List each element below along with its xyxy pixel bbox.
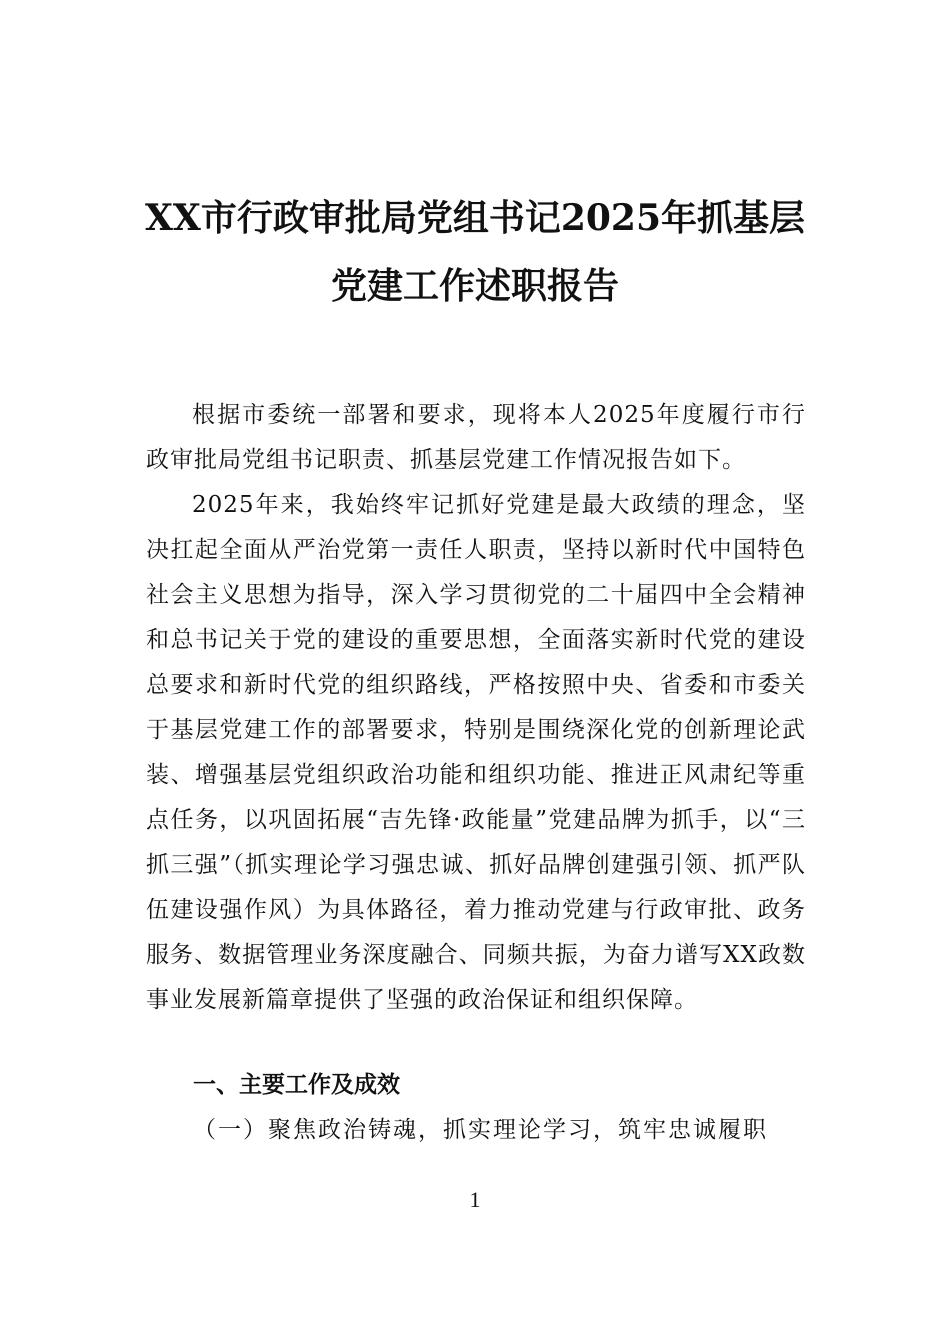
page-number: 1	[469, 1187, 481, 1212]
intro-paragraph: 根据市委统一部署和要求，现将本人2025年度履行市行政审批局党组书记职责、抓基层党建工作情况报告如下。	[146, 402, 806, 473]
document-title-line-2: 党建工作述职报告	[330, 265, 619, 307]
body-paragraph: 2025年来，我始终牢记抓好党建是最大政绩的理念，坚决扛起全面从严治党第一责任人职责，坚持以新时代中国特色社会主义思想为指导，深入学习贯彻党的二十届四中全会精神和总书记关于党的建设的重要思想，全面落实新时代党的建设总要求和新时代党的组织路线，严格按照中央、省委和市委关于基层党建工作的部署要求，特别是围绕深化党的创新理论武装、增强基层党组织政治功能和组织功能、推进正风肃纪等重点任务，以巩固拓展“吉先锋·政能量”党建品牌为抓手，以“三抓三强”（抓实理论学习强忠诚、抓好品牌创建强引领、抓严队伍建设强作风）为具体路径，着力推动党建与行政审批、政务服务、数据管理业务深度融合、同频共振，为奋力谱写XX政数事业发展新篇章提供了坚强的政治保证和组织保障。	[146, 492, 806, 1013]
document-title-line-1: XX市行政审批局党组书记2025年抓基层	[144, 197, 806, 239]
subsection-heading: （一）聚焦政治铸魂，抓实理论学习，筑牢忠诚履职	[193, 1117, 768, 1143]
section-heading: 一、主要工作及成效	[193, 1072, 400, 1098]
